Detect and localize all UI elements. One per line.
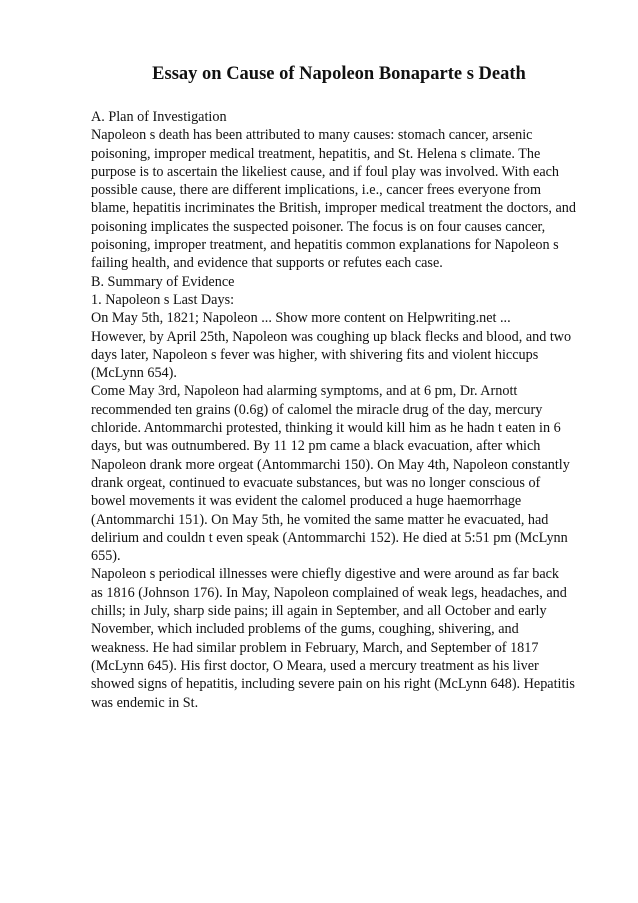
text-line: poisoning, improper medical treatment, hepatitis, and St. Helena s climate. The <box>91 145 541 162</box>
text-line: On May 5th, 1821; Napoleon ... Show more content on Helpwriting.net ... <box>91 310 511 327</box>
text-line: bowel movements it was evident the calomel produced a huge haemorrhage <box>91 493 522 510</box>
text-line: chills; in July, sharp side pains; ill again in September, and all October and early <box>91 603 547 620</box>
text-line: failing health, and evidence that supports or refutes each case. <box>91 255 443 272</box>
text-line: days, but was outnumbered. By 11 12 pm came a black evacuation, after which <box>91 438 541 455</box>
text-line: showed signs of hepatitis, including severe pain on his right (McLynn 648). Hepatitis <box>91 676 575 693</box>
text-line: was endemic in St. <box>91 694 199 711</box>
text-line: as 1816 (Johnson 176). In May, Napoleon complained of weak legs, headaches, and <box>91 584 567 601</box>
text-line: chloride. Antommarchi protested, thinking it would kill him as he hadn t eaten in 6 <box>91 420 561 437</box>
text-line: However, by April 25th, Napoleon was coughing up black flecks and blood, and two <box>91 328 572 345</box>
text-line: 655). <box>91 548 121 565</box>
document-body <box>91 108 591 712</box>
text-line: weakness. He had similar problem in February, March, and September of 1817 <box>91 639 539 656</box>
text-line: Napoleon s periodical illnesses were chiefly digestive and were around as far back <box>91 566 560 583</box>
text-line: drank orgeat, continued to evacuate substances, but was no longer conscious of <box>91 474 541 491</box>
text-line: poisoning, improper treatment, and hepatitis common explanations for Napoleon s <box>91 237 559 254</box>
text-line: A. Plan of Investigation <box>91 109 227 125</box>
text-line: blame, hepatitis incriminates the British, improper medical treatment the doctors, and <box>91 200 576 217</box>
document-title: Essay on Cause of Napoleon Bonaparte s Death <box>152 64 526 84</box>
text-line: delirium and couldn t even speak (Antommarchi 152). He died at 5:51 pm (McLynn <box>91 529 568 546</box>
text-line: (McLynn 654). <box>91 365 177 382</box>
text-line: (McLynn 645). His first doctor, O Meara, used a mercury treatment as his liver <box>91 657 539 674</box>
text-line: poisoning implicates the suspected poisoner. The focus is on four causes cancer, <box>91 218 546 235</box>
text-line: purpose is to ascertain the likeliest cause, and if foul play was involved. With each <box>91 163 560 180</box>
text-line: recommended ten grains (0.6g) of calomel the miracle drug of the day, mercury <box>91 401 543 418</box>
text-line: Napoleon drank more orgeat (Antommarchi 150). On May 4th, Napoleon constantly <box>91 456 570 473</box>
text-line: November, which included problems of the gums, coughing, shivering, and <box>91 621 519 638</box>
text-line: (Antommarchi 151). On May 5th, he vomited the same matter he evacuated, had <box>91 511 549 528</box>
text-line: Napoleon s death has been attributed to many causes: stomach cancer, arsenic <box>91 127 533 144</box>
text-line: B. Summary of Evidence <box>91 273 235 290</box>
text-line: Come May 3rd, Napoleon had alarming symptoms, and at 6 pm, Dr. Arnott <box>91 383 518 400</box>
text-line: possible cause, there are different implications, i.e., cancer frees everyone from <box>91 182 541 199</box>
text-line: 1. Napoleon s Last Days: <box>91 291 235 308</box>
text-line: days later, Napoleon s fever was higher, with shivering fits and violent hiccups <box>91 346 539 363</box>
